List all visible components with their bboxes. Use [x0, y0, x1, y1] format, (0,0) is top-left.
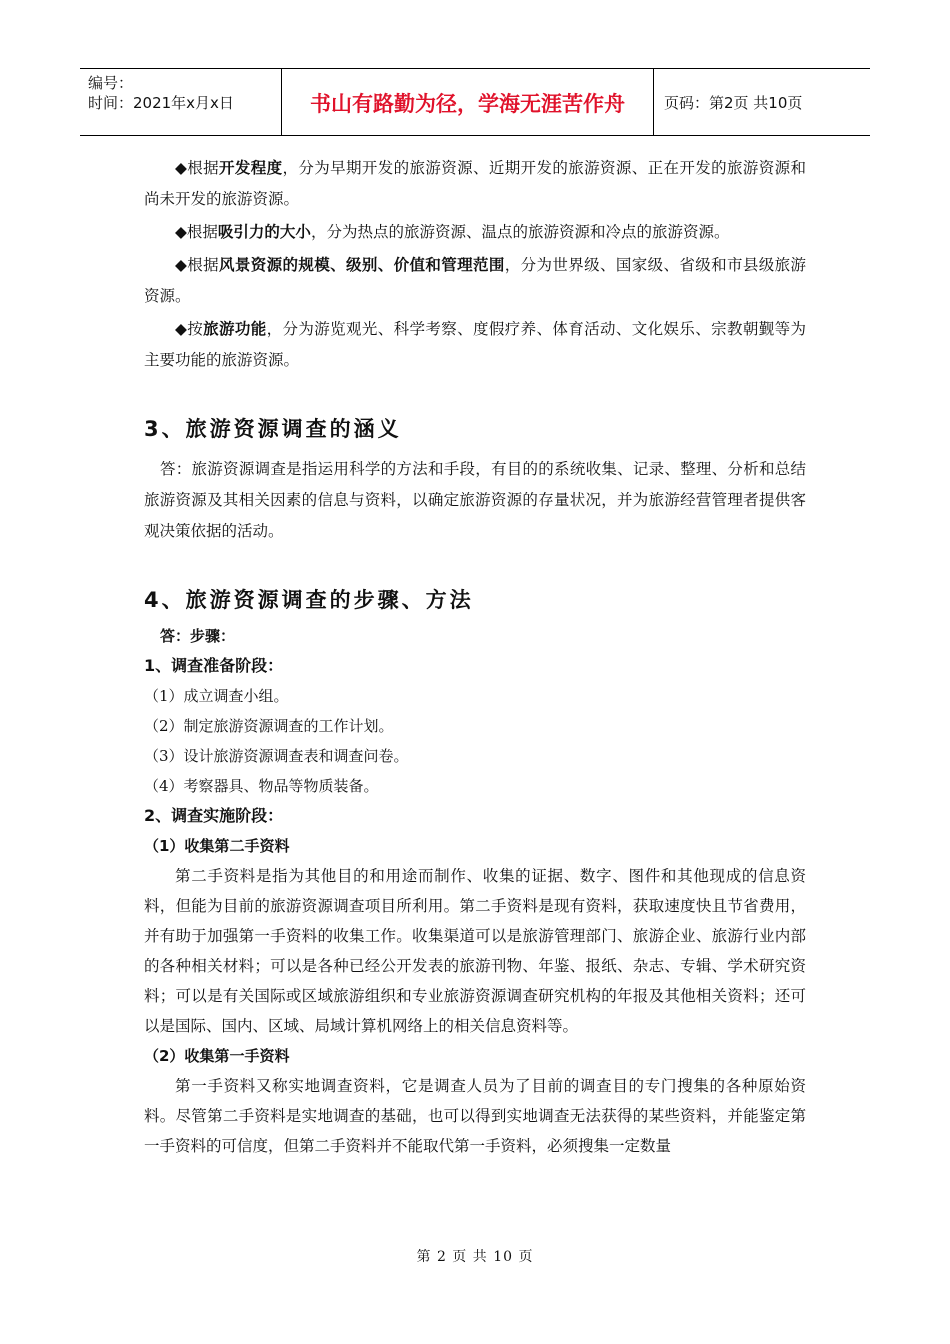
header-meta — [80, 69, 282, 136]
bullet-scale: ◆根据风景资源的规模、级别、价值和管理范围，分为世界级、国家级、省级和市县级旅游资源。 — [144, 255, 806, 305]
stage-1-title: 1、调查准备阶段： — [144, 656, 284, 675]
bullet-attraction: ◆根据吸引力的大小，分为热点的旅游资源、温点的旅游资源和冷点的旅游资源。 — [175, 222, 730, 241]
header-page-info: 页码：第2页 共10页 — [664, 94, 803, 112]
sub-1-text: 第二手资料是指为其他目的和用途而制作、收集的证据、数字、图件和其他现成的信息资料，但能为目前的旅游资源调查项目所利用。第二手资料是现有资料，获取速度快且节省费用，并有助于加强第一手资料的收集工作。收集渠道可以是旅游管理部门、旅游企业、旅游行业内部的各种相关材料；可以是各种已经公开发表的旅游刊物、年鉴、报纸、杂志、专辑、学术研究资料；可以是有关国际或区域旅游组织和专业旅游资源调查研究机构的年报及其他相关资料；还可以是国际、国内、区域、局域计算机网络上的相关信息资料等。 — [144, 867, 806, 1035]
sub-2-text: 第一手资料又称实地调查资料，它是调查人员为了目前的调查目的专门搜集的各种原始资料。尽管第二手资料是实地调查的基础，也可以得到实地调查无法获得的某些资料，并能鉴定第一手资料的可信度，但第二手资料并不能取代第一手资料，必须搜集一定数量 — [144, 1077, 806, 1155]
sub-2-title: （2）收集第一手资料 — [144, 1047, 290, 1065]
page-footer: 第 2 页 共 10 页 — [416, 1249, 534, 1265]
document-date: 时间：2021年x月x日 — [88, 94, 234, 112]
stage-1-item: （3）设计旅游资源调查表和调查问卷。 — [144, 747, 409, 765]
stage-1-item: （4）考察器具、物品等物质装备。 — [144, 777, 379, 795]
stage-2-title: 2、调查实施阶段： — [144, 806, 284, 825]
section-4-answer-label: 答：步骤： — [160, 627, 236, 645]
header-motto: 书山有路勤为径，学海无涯苦作舟 — [282, 69, 654, 136]
document-number: 编号： — [88, 74, 134, 92]
bullet-function: ◆按旅游功能，分为游览观光、科学考察、度假疗养、体育活动、文化娱乐、宗教朝觐等为主要功能的旅游资源。 — [144, 319, 806, 369]
stage-1-item: （1）成立调查小组。 — [144, 687, 289, 705]
bullet-development: ◆根据开发程度，分为早期开发的旅游资源、近期开发的旅游资源、正在开发的旅游资源和尚未开发的旅游资源。 — [144, 158, 806, 208]
section-3-answer: 答：旅游资源调查是指运用科学的方法和手段，有目的的系统收集、记录、整理、分析和总结旅游资源及其相关因素的信息与资料，以确定旅游资源的存量状况，并为旅游经营管理者提供客观决策依据的活动。 — [144, 460, 806, 540]
section-3-title: 3、旅游资源调查的涵义 — [144, 417, 402, 441]
section-4-title: 4、旅游资源调查的步骤、方法 — [144, 588, 474, 612]
stage-1-item: （2）制定旅游资源调查的工作计划。 — [144, 717, 394, 735]
document-body — [144, 152, 806, 1161]
page-header — [80, 68, 870, 136]
sub-1-title: （1）收集第二手资料 — [144, 837, 290, 855]
